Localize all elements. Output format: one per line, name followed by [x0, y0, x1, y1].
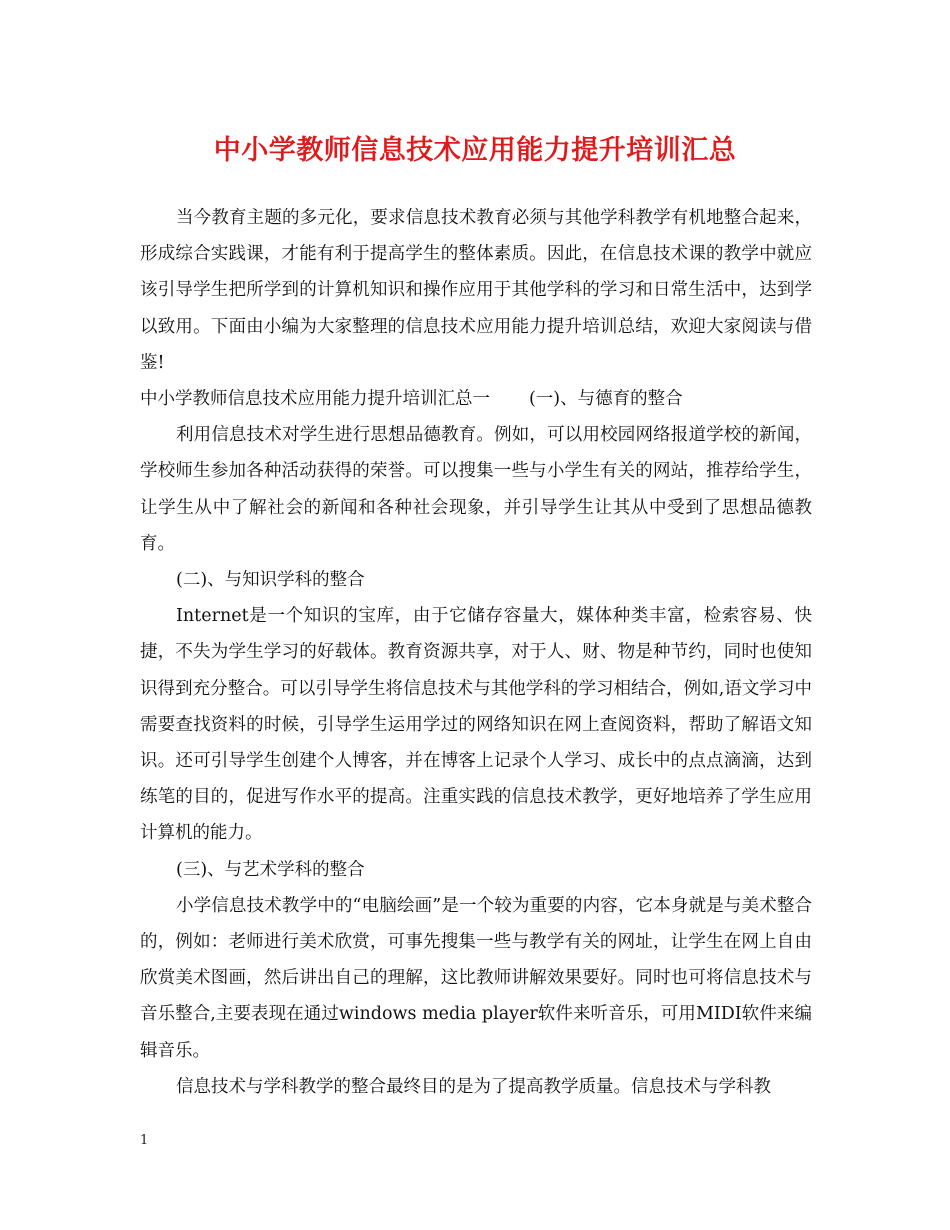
page-title: 中小学教师信息技术应用能力提升培训汇总: [213, 135, 737, 166]
section-two-heading: (二)、与知识学科的整合: [176, 570, 365, 591]
document-body: [140, 200, 812, 1105]
intro-paragraph: 当今教育主题的多元化，要求信息技术教育必须与其他学科教学有机地整合起来，形成综合实践课，才能有利于提高学生的整体素质。因此，在信息技术课的教学中就应该引导学生把所学到的计算机知识和操作应用于其他学科的学习和日常生活中，达到学以致用。下面由小编为大家整理的信息技术应用能力提升培训总结，欢迎大家阅读与借鉴!: [140, 208, 812, 373]
conclusion-paragraph: 信息技术与学科教学的整合最终目的是为了提高教学质量。信息技术与学科教: [176, 1076, 771, 1097]
section-three-heading: (三)、与艺术学科的整合: [176, 859, 365, 880]
page-number: 1: [140, 1133, 149, 1148]
knowledge-subject-paragraph: Internet是一个知识的宝库，由于它储存容量大，媒体种类丰富，检索容易、快捷，不失为学生学习的好载体。教育资源共享，对于人、财、物是种节约，同时也使知识得到充分整合。可以引导学生将信息技术与其他学科的学习相结合，例如,语文学习中需要查找资料的时候，引导学生运用学过的网络知识在网上查阅资料，帮助了解语文知识。还可引导学生创建个人博客，并在博客上记录个人学习、成长中的点点滴滴，达到练笔的目的，促进写作水平的提高。注重实践的信息技术教学，更好地培养了学生应用计算机的能力。: [140, 606, 812, 844]
section-one-heading: 中小学教师信息技术应用能力提升培训汇总一 (一)、与德育的整合: [140, 389, 683, 410]
moral-education-paragraph: 利用信息技术对学生进行思想品德教育。例如，可以用校园网络报道学校的新闻，学校师生参加各种活动获得的荣誉。可以搜集一些与小学生有关的网站，推荐给学生，让学生从中了解社会的新闻和各种社会现象，并引导学生让其从中受到了思想品德教育。: [140, 425, 812, 554]
art-subject-paragraph: 小学信息技术教学中的“电脑绘画”是一个较为重要的内容，它本身就是与美术整合的，例如：老师进行美术欣赏，可事先搜集一些与教学有关的网址，让学生在网上自由欣赏美术图画，然后讲出自己的理解，这比教师讲解效果要好。同时也可将信息技术与音乐整合,主要表现在通过windows media player软件来听音乐，可用MIDI软件来编辑音乐。: [140, 895, 812, 1061]
